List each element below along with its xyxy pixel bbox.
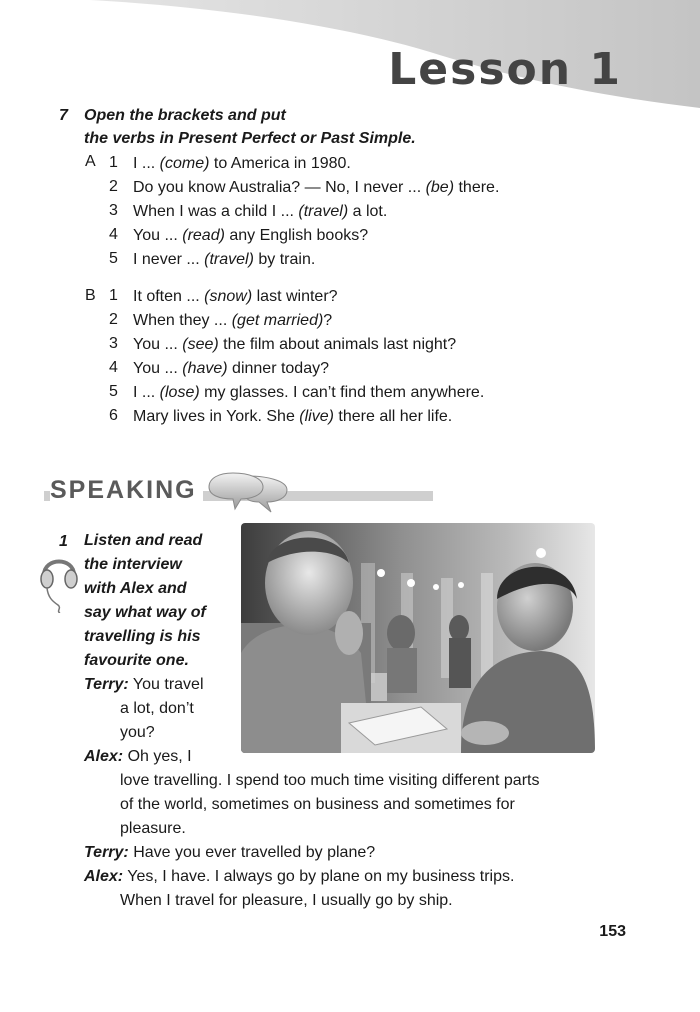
instruction-line: travelling is his <box>84 628 201 645</box>
verb-prompt: (see) <box>182 336 219 353</box>
exercise-line: When I was a child I ... (travel) a lot. <box>133 203 388 220</box>
instruction-line: the verbs in Present Perfect or Past Simple. <box>84 130 416 147</box>
exercise-line: When they ... (get married)? <box>133 312 333 329</box>
exercise-line: You ... (read) any English books? <box>133 227 369 244</box>
dialogue-line: Alex: Yes, I have. I always go by plane on my business trips. <box>84 868 515 885</box>
section-b-letter: B <box>85 287 96 304</box>
dialogue-line: pleasure. <box>120 820 186 837</box>
instruction-line: the interview <box>84 556 182 573</box>
speech-bubbles-icon <box>205 470 293 514</box>
verb-prompt: (get married) <box>231 312 324 329</box>
exercise-1-instruction <box>84 529 206 673</box>
exercise-line: It often ... (snow) last winter? <box>133 288 338 305</box>
item-number: 2 <box>109 178 118 195</box>
speaker-terry: Terry: <box>84 676 129 693</box>
dialogue-line: Terry: Have you ever travelled by plane? <box>84 844 376 861</box>
item-number: 4 <box>109 359 118 376</box>
instruction-line: Open the brackets and put <box>84 107 286 124</box>
exercise-1-number: 1 <box>59 533 68 550</box>
speaker-alex: Alex: <box>84 868 124 885</box>
exercise-line: Do you know Australia? — No, I never ... (be) there. <box>133 179 500 196</box>
verb-prompt: (come) <box>159 155 210 172</box>
item-number: 2 <box>109 311 118 328</box>
dialogue-line: you? <box>120 724 155 741</box>
item-number: 1 <box>109 154 118 171</box>
verb-prompt: (travel) <box>298 203 349 220</box>
item-number: 3 <box>109 202 118 219</box>
dialogue-line: love travelling. I spend too much time visiting different parts <box>120 772 540 789</box>
item-number: 5 <box>109 250 118 267</box>
exercise-line: You ... (have) dinner today? <box>133 360 329 377</box>
exercise-line: I ... (come) to America in 1980. <box>133 155 351 172</box>
instruction-line: say what way of <box>84 604 206 621</box>
exercise-7-instruction <box>84 104 416 150</box>
instruction-line: with Alex and <box>84 580 187 597</box>
item-number: 6 <box>109 407 118 424</box>
headphones-icon <box>38 547 80 613</box>
item-number: 3 <box>109 335 118 352</box>
verb-prompt: (read) <box>182 227 225 244</box>
verb-prompt: (snow) <box>204 288 253 305</box>
dialogue-line: of the world, sometimes on business and sometimes for <box>120 796 515 813</box>
section-a-letter: A <box>85 153 96 170</box>
dialogue-line: When I travel for pleasure, I usually go by ship. <box>120 892 453 909</box>
verb-prompt: (have) <box>182 360 228 377</box>
instruction-line: favourite one. <box>84 652 189 669</box>
item-number: 1 <box>109 287 118 304</box>
exercise-line: Mary lives in York. She (live) there all her life. <box>133 408 453 425</box>
exercise-line: I ... (lose) my glasses. I can’t find them anywhere. <box>133 384 485 401</box>
page-number: 153 <box>599 923 626 940</box>
exercise-line: I never ... (travel) by train. <box>133 251 316 268</box>
dialogue-line: Alex: Oh yes, I <box>84 748 192 765</box>
dialogue-line: a lot, don’t <box>120 700 194 717</box>
interview-photo <box>241 523 595 753</box>
verb-prompt: (travel) <box>204 251 254 268</box>
verb-prompt: (live) <box>299 408 334 425</box>
instruction-line: Listen and read <box>84 532 203 549</box>
speaker-alex: Alex: <box>84 748 124 765</box>
verb-prompt: (lose) <box>159 384 200 401</box>
lesson-title: Lesson 1 <box>388 44 622 95</box>
verb-prompt: (be) <box>425 179 455 196</box>
dialogue-line: Terry: You travel <box>84 676 204 693</box>
exercise-line: You ... (see) the film about animals last night? <box>133 336 457 353</box>
speaking-heading: SPEAKING <box>50 476 203 505</box>
item-number: 5 <box>109 383 118 400</box>
exercise-7-number: 7 <box>59 107 68 124</box>
item-number: 4 <box>109 226 118 243</box>
speaker-terry: Terry: <box>84 844 129 861</box>
